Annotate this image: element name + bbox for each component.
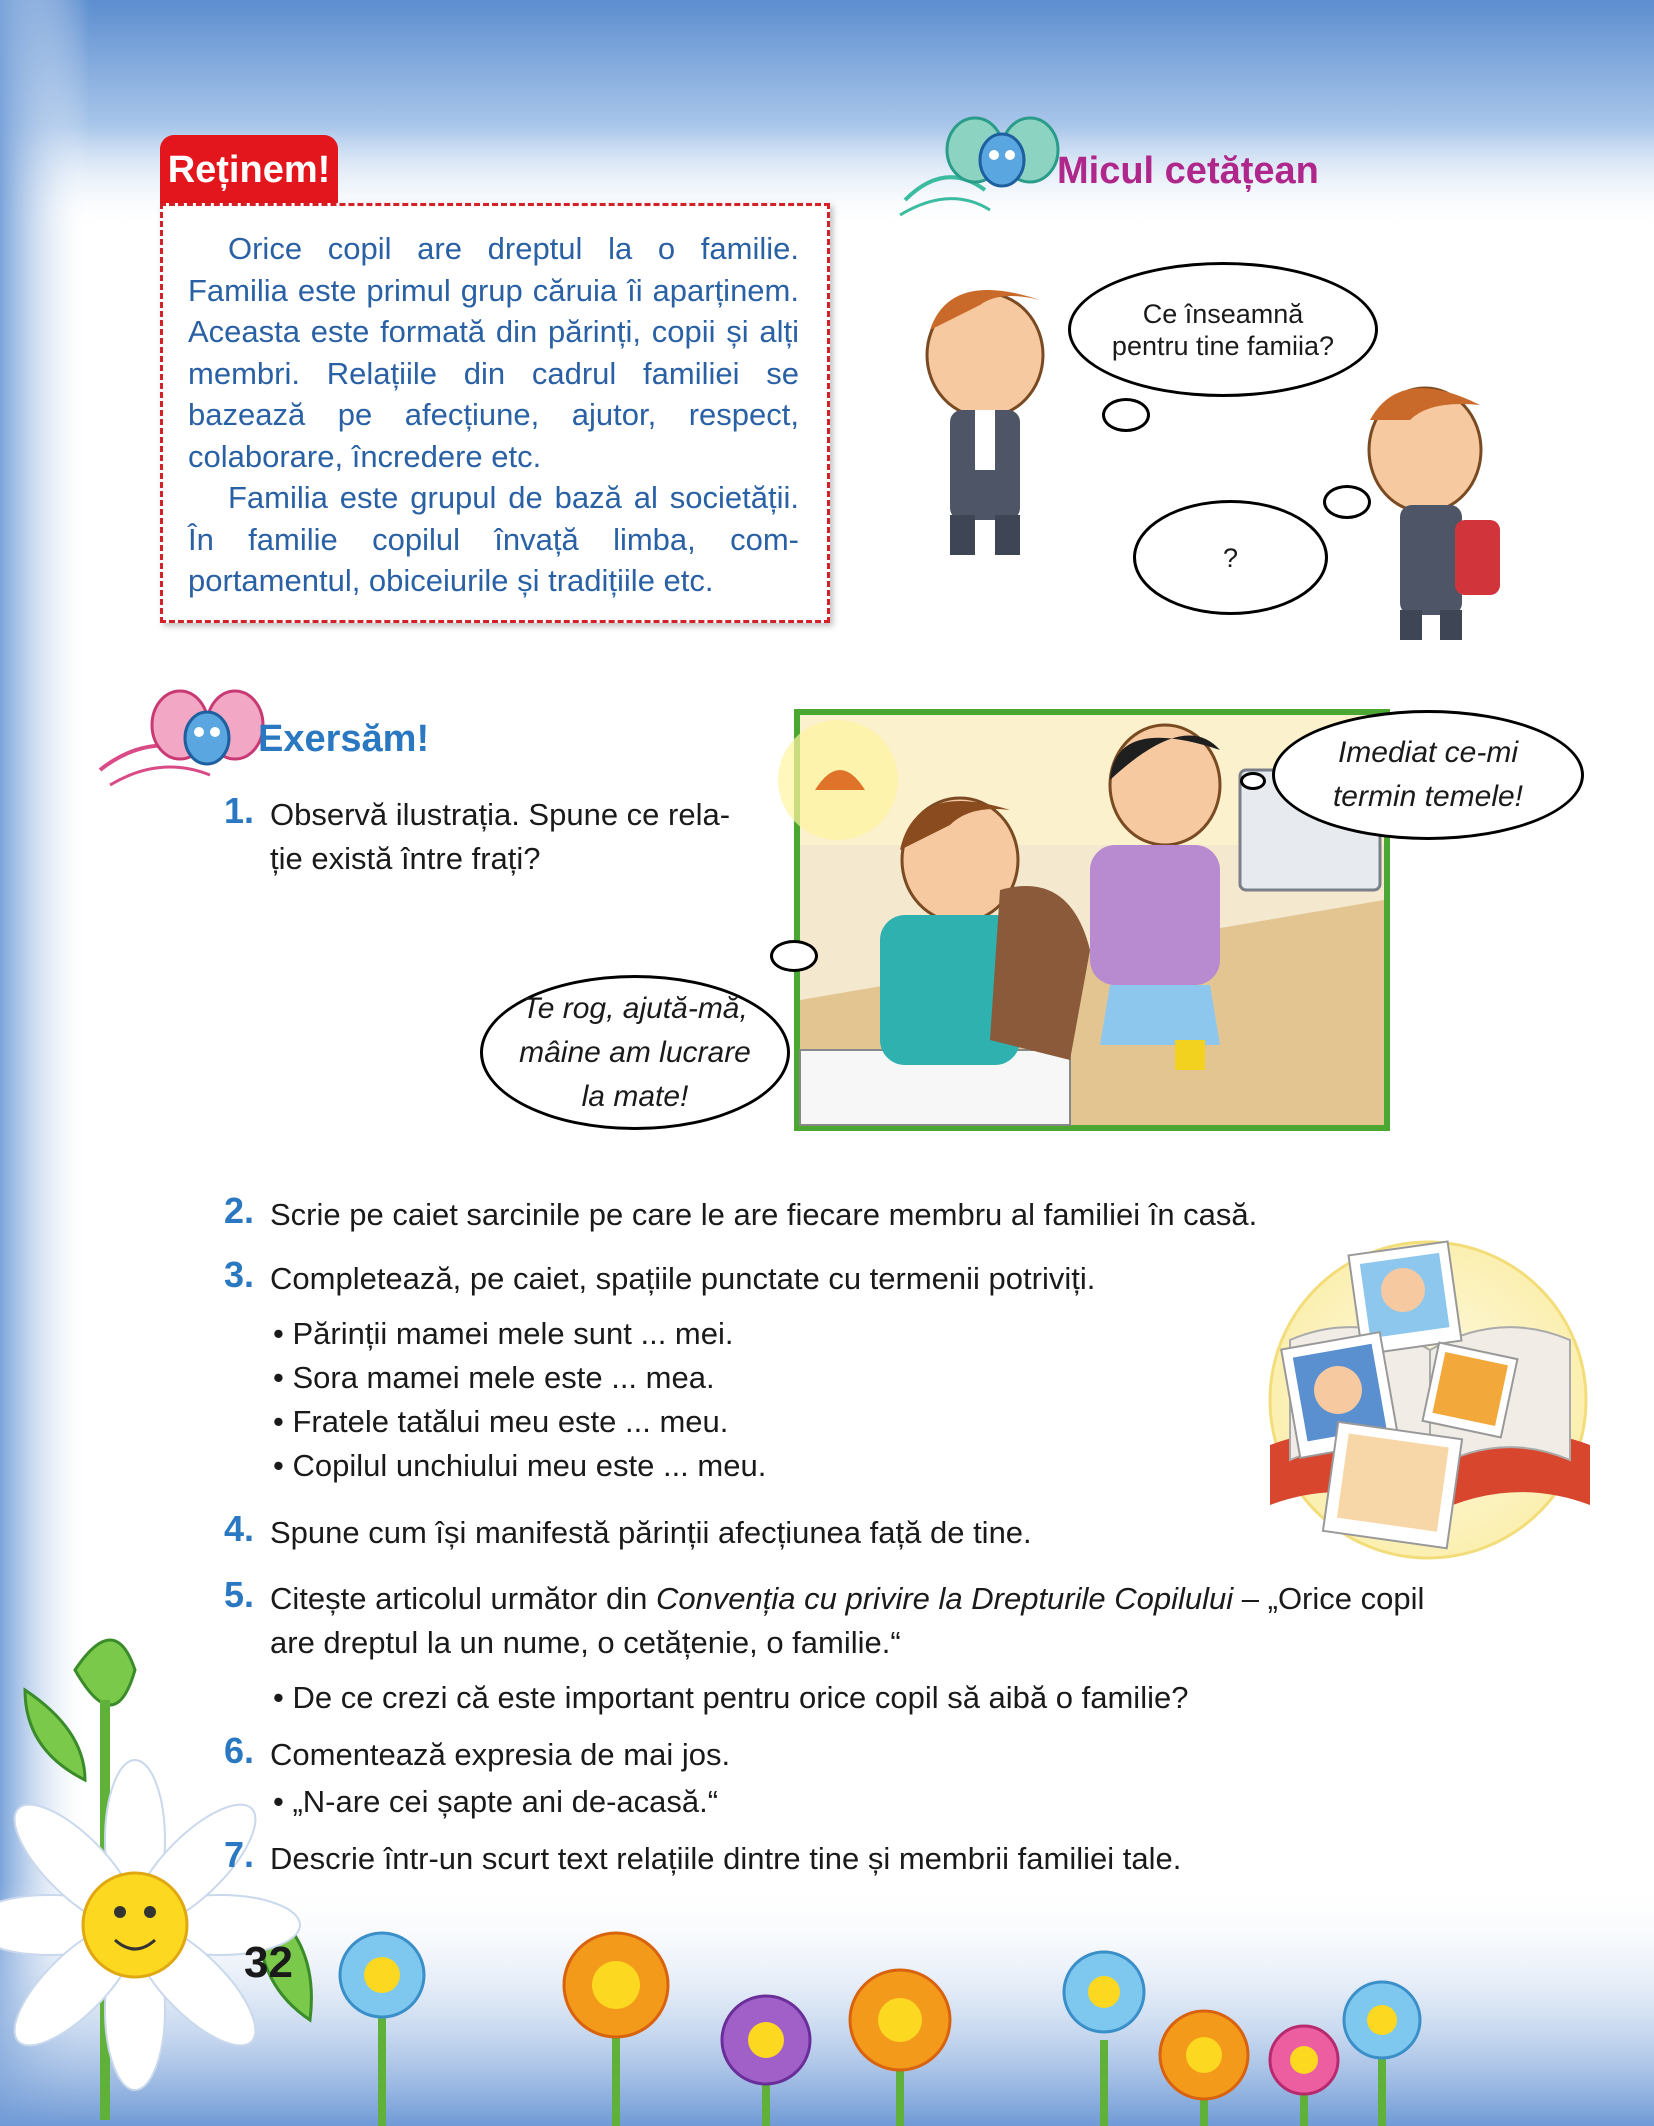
exercise-number: 7. (224, 1834, 255, 1875)
speech-bubble: ? (1133, 500, 1328, 615)
exercise-text: Scrie pe caiet sarcinile pe care le are fiecare membru al familiei în casă. (270, 1197, 1258, 1232)
boy-illustration (1369, 388, 1500, 640)
exercise-text: Completează, pe caiet, spațiile punctate cu termenii potriviți. (270, 1261, 1096, 1296)
list-item: • Părinții mamei mele sunt ... mei. (273, 1316, 734, 1351)
exercise-text: are dreptul la un nume, o cetățenie, o familie.“ (270, 1625, 901, 1660)
list-item: • Sora mamei mele este ... mea. (273, 1360, 715, 1395)
boy-illustration (927, 290, 1043, 555)
bubble-tail (1240, 772, 1266, 790)
exercise-text: Comentează expresia de mai jos. (270, 1737, 731, 1772)
butterfly-icon (100, 691, 263, 785)
exercise-text: Descrie într-un scurt text relațiile dintre tine și membrii familiei tale. (270, 1841, 1182, 1876)
list-item: • Fratele tatălui meu este ... meu. (273, 1404, 729, 1439)
exercise-number: 1. (224, 790, 255, 831)
exersam-title: Exersăm! (258, 718, 430, 760)
exercise-text: – „Orice copil (1233, 1581, 1425, 1616)
speech-bubble: Ce înseamnă pentru tine famiia? (1068, 262, 1378, 397)
speech-bubble: Imediat ce-mi termin temele! (1272, 710, 1584, 840)
exercise-number: 6. (224, 1730, 255, 1771)
micul-cetatean-title: Micul cetățean (1057, 150, 1319, 192)
retinem-tab-label: Reținem! (160, 135, 338, 203)
family-photos-illustration (1270, 1242, 1590, 1558)
exercise-number: 4. (224, 1508, 255, 1549)
exercise-number: 3. (224, 1254, 255, 1295)
page-number: 32 (244, 1938, 293, 1987)
list-item: • „N-are cei șapte ani de-acasă.“ (273, 1784, 719, 1819)
speech-bubble: Te rog, ajută-mă, mâine am lucrare la mate! (480, 975, 790, 1130)
exercise-text (270, 1576, 1538, 1621)
exercise-number: 2. (224, 1190, 255, 1231)
retinem-paragraph: Familia este grupul de bază al societății. În familie copilul învață limba, comportamentul, obiceiurile și tradițiile etc. (188, 480, 799, 598)
convention-title: Convenția cu privire la Drepturile Copilului (655, 1581, 1234, 1616)
bubble-tail (770, 940, 818, 972)
exercise-text: Spune cum își manifestă părinții afecțiunea față de tine. (270, 1515, 1032, 1550)
retinem-paragraph: Orice copil are dreptul la o familie. Familia este primul grup căruia îi aparținem. Aceasta este formată din părinți, copii și alți membri. Relațiile din cadrul familiei se bazează pe afecțiune, ajutor, respect, colaborare, încredere etc. (188, 231, 799, 474)
bubble-tail (1323, 485, 1371, 519)
retinem-box (160, 203, 830, 623)
bubble-tail (1102, 398, 1150, 432)
exercise-number: 5. (224, 1574, 255, 1615)
exercise-text: Observă ilustrația. Spune ce rela- (270, 797, 731, 832)
exercise-text: ție există între frați? (270, 841, 541, 876)
list-item: • De ce crezi că este important pentru orice copil să aibă o familie? (273, 1680, 1189, 1715)
list-item: • Copilul unchiului meu este ... meu. (273, 1448, 767, 1483)
exercise-text: Citește articolul următor din (270, 1581, 656, 1616)
